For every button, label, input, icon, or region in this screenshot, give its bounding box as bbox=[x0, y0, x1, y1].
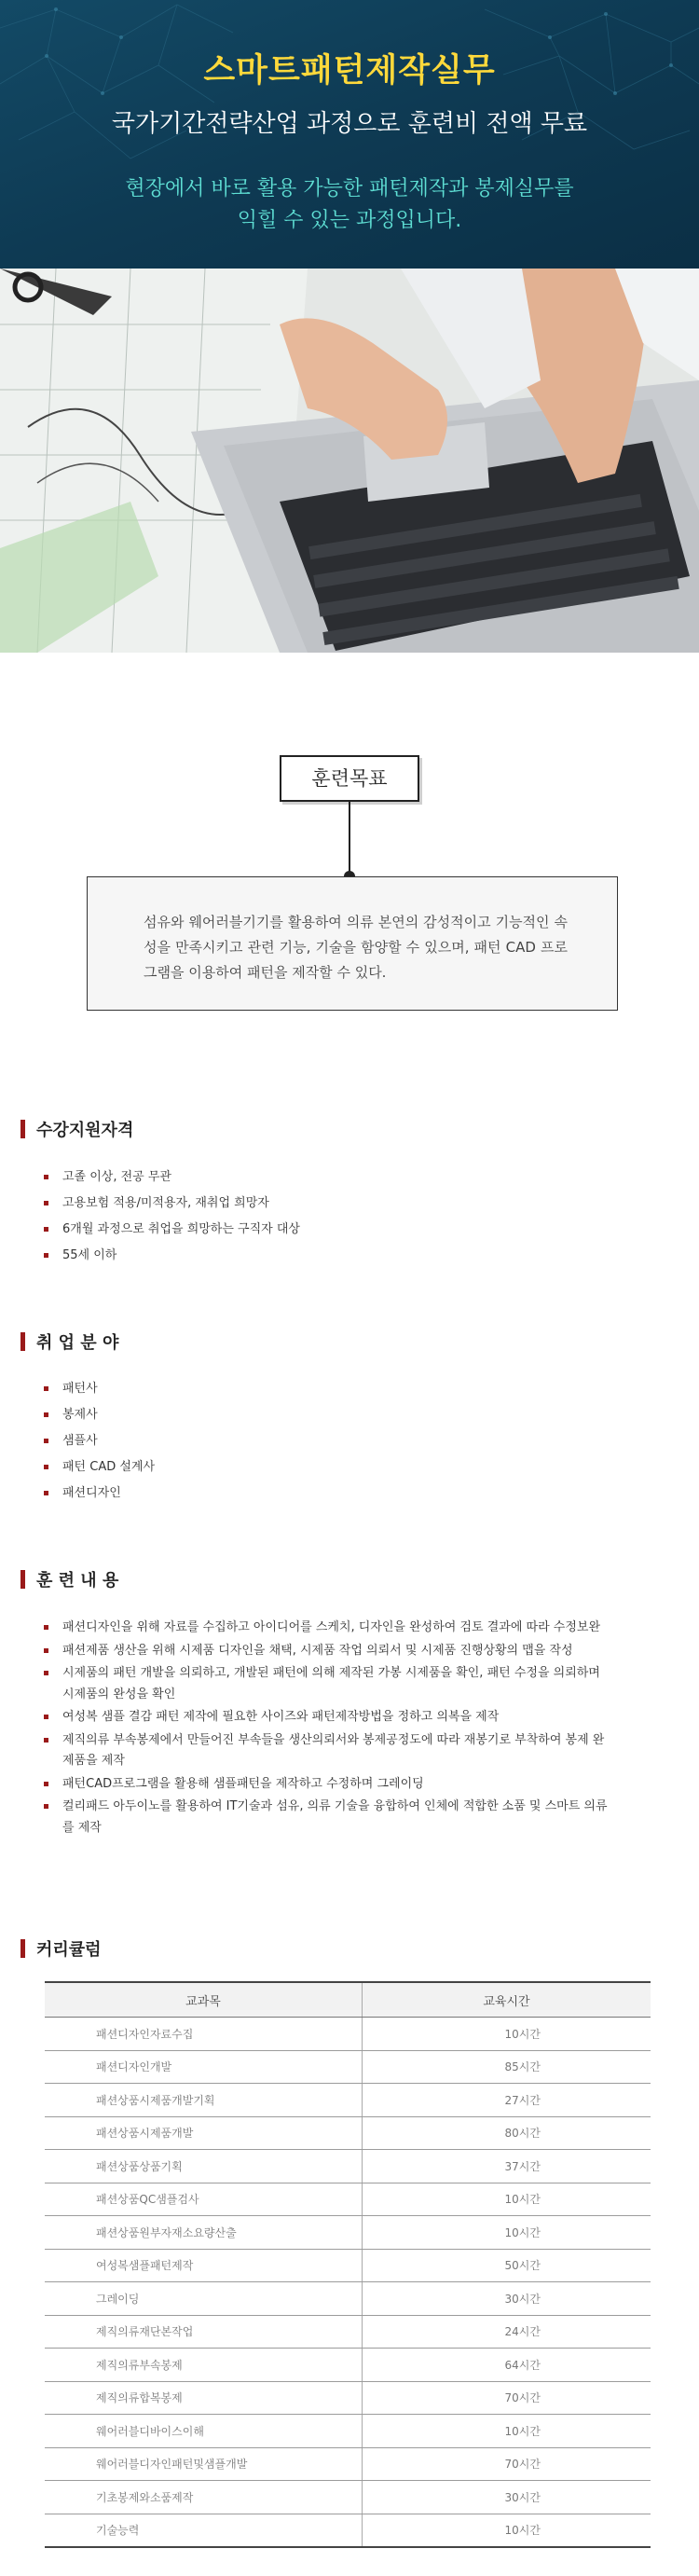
hero-description-line-2: 익힐 수 있는 과정입니다. bbox=[237, 209, 462, 232]
table-row bbox=[45, 2481, 651, 2514]
list-item: 패션제품 생산을 위해 시제품 디자인을 채택, 시제품 작업 의뢰서 및 시제품 진행상황의 맵을 작성 bbox=[42, 1641, 615, 1662]
table-row bbox=[45, 2216, 651, 2250]
hours-cell: 70시간 bbox=[363, 2381, 651, 2415]
hero-banner bbox=[0, 0, 699, 269]
eligibility-title: 수강지원자격 bbox=[36, 1121, 134, 1140]
column-header-hours: 교육시간 bbox=[363, 1982, 651, 2018]
curriculum-table bbox=[45, 1981, 651, 2548]
training-goal-box bbox=[87, 876, 618, 1011]
curriculum-table-body bbox=[45, 2018, 651, 2548]
laptop-illustration bbox=[0, 269, 699, 653]
training-goal-title: 훈련목표 bbox=[280, 755, 419, 802]
table-row bbox=[45, 2050, 651, 2084]
hours-cell: 50시간 bbox=[363, 2249, 651, 2282]
table-row bbox=[45, 2282, 651, 2316]
table-row bbox=[45, 2116, 651, 2150]
column-header-subject: 교과목 bbox=[45, 1982, 363, 2018]
hours-cell: 70시간 bbox=[363, 2447, 651, 2481]
hero-description-line-1: 현장에서 바로 활용 가능한 패턴제작과 봉제실무를 bbox=[125, 177, 574, 200]
training-title: 훈 련 내 용 bbox=[36, 1571, 119, 1591]
subject-cell: 패션디자인개발 bbox=[45, 2050, 363, 2084]
hours-cell: 10시간 bbox=[363, 2183, 651, 2216]
table-row bbox=[45, 2018, 651, 2051]
hours-cell: 37시간 bbox=[363, 2150, 651, 2183]
table-row bbox=[45, 2349, 651, 2382]
subject-cell: 그레이딩 bbox=[45, 2282, 363, 2316]
list-item: 55세 이하 bbox=[42, 1243, 615, 1269]
table-header-row bbox=[45, 1982, 651, 2018]
hours-cell: 30시간 bbox=[363, 2282, 651, 2316]
eligibility-heading bbox=[21, 1117, 133, 1141]
table-row bbox=[45, 2315, 651, 2349]
list-item: 6개월 과정으로 취업을 희망하는 구직자 대상 bbox=[42, 1217, 615, 1243]
subject-cell: 여성복샘플패턴제작 bbox=[45, 2249, 363, 2282]
training-heading bbox=[21, 1567, 118, 1591]
subject-cell: 패션상품시제품개발 bbox=[45, 2116, 363, 2150]
list-item: 여성복 샘플 결감 패턴 제작에 필요한 사이즈와 패턴제작방법을 정하고 의복을 제작 bbox=[42, 1707, 615, 1729]
table-row bbox=[45, 2514, 651, 2547]
list-item: 패턴CAD프로그램을 활용해 샘플패턴을 제작하고 수정하며 그레이딩 bbox=[42, 1774, 615, 1796]
hero-title: 스마트패턴제작실무 bbox=[203, 52, 496, 90]
subject-cell: 웨어러블디바이스이해 bbox=[45, 2415, 363, 2448]
section-marker bbox=[21, 1332, 25, 1351]
table-row bbox=[45, 2150, 651, 2183]
training-goal-text: 섬유와 웨어러블기기를 활용하여 의류 본연의 감성적이고 기능적인 속성을 만족시키고 관련 기능, 기술을 함양할 수 있으며, 패턴 CAD 프로그램을 이용하여 패턴을 제작할 수 있다. bbox=[144, 914, 568, 981]
hours-cell: 64시간 bbox=[363, 2349, 651, 2382]
subject-cell: 기술능력 bbox=[45, 2514, 363, 2547]
hours-cell: 30시간 bbox=[363, 2481, 651, 2514]
subject-cell: 제직의류부속봉제 bbox=[45, 2349, 363, 2382]
subject-cell: 제직의류합복봉제 bbox=[45, 2381, 363, 2415]
list-item: 시제품의 패턴 개발을 의뢰하고, 개발된 패턴에 의해 제작된 가봉 시제품을 확인, 패턴 수정을 의뢰하며 시제품의 완성을 확인 bbox=[42, 1663, 615, 1705]
subject-cell: 패션디자인자료수집 bbox=[45, 2018, 363, 2051]
list-item: 컬리패드 아두이노를 활용하여 IT기술과 섬유, 의류 기술을 융합하여 인체에 적합한 소품 및 스마트 의류를 제작 bbox=[42, 1797, 615, 1839]
subject-cell: 제직의류재단본작업 bbox=[45, 2315, 363, 2349]
training-list bbox=[42, 1618, 615, 1840]
table-row bbox=[45, 2249, 651, 2282]
hours-cell: 10시간 bbox=[363, 2216, 651, 2250]
jobs-title: 취 업 분 야 bbox=[36, 1333, 119, 1353]
hero-description bbox=[0, 173, 699, 237]
curriculum-title: 커리큘럼 bbox=[36, 1940, 102, 1960]
hours-cell: 10시간 bbox=[363, 2514, 651, 2547]
table-row bbox=[45, 2447, 651, 2481]
curriculum-heading bbox=[21, 1936, 102, 1961]
list-item: 샘플사 bbox=[42, 1428, 615, 1454]
table-row bbox=[45, 2381, 651, 2415]
section-marker bbox=[21, 1570, 25, 1589]
hero-subtitle: 국가기간전략산업 과정으로 훈련비 전액 무료 bbox=[111, 110, 588, 138]
table-row bbox=[45, 2183, 651, 2216]
hours-cell: 10시간 bbox=[363, 2415, 651, 2448]
table-row bbox=[45, 2084, 651, 2117]
list-item: 제직의류 부속봉제에서 만들어진 부속들을 생산의뢰서와 봉제공정도에 따라 재봉기로 부착하여 봉제 완제품을 제작 bbox=[42, 1730, 615, 1772]
hours-cell: 24시간 bbox=[363, 2315, 651, 2349]
hours-cell: 85시간 bbox=[363, 2050, 651, 2084]
list-item: 봉제사 bbox=[42, 1402, 615, 1428]
subject-cell: 웨어러블디자인패턴및샘플개발 bbox=[45, 2447, 363, 2481]
subject-cell: 기초봉제와소품제작 bbox=[45, 2481, 363, 2514]
list-item: 패턴사 bbox=[42, 1376, 615, 1402]
subject-cell: 패션상품원부자재소요량산출 bbox=[45, 2216, 363, 2250]
table-row bbox=[45, 2415, 651, 2448]
list-item: 고용보험 적용/미적용자, 재취업 희망자 bbox=[42, 1191, 615, 1217]
list-item: 패턴 CAD 설계사 bbox=[42, 1454, 615, 1481]
goal-connector-line bbox=[349, 802, 350, 876]
section-marker bbox=[21, 1120, 25, 1138]
hours-cell: 80시간 bbox=[363, 2116, 651, 2150]
eligibility-list bbox=[42, 1164, 615, 1269]
jobs-list bbox=[42, 1376, 615, 1507]
jobs-heading bbox=[21, 1329, 118, 1354]
subject-cell: 패션상품QC샘플검사 bbox=[45, 2183, 363, 2216]
subject-cell: 패션상품시제품개발기획 bbox=[45, 2084, 363, 2117]
section-marker bbox=[21, 1939, 25, 1958]
list-item: 패션디자인을 위해 자료를 수집하고 아이디어를 스케치, 디자인을 완성하여 검토 결과에 따라 수정보완 bbox=[42, 1618, 615, 1639]
list-item: 고졸 이상, 전공 무관 bbox=[42, 1164, 615, 1191]
hours-cell: 27시간 bbox=[363, 2084, 651, 2117]
laptop-photo bbox=[0, 269, 699, 653]
hours-cell: 10시간 bbox=[363, 2018, 651, 2051]
list-item: 패션디자인 bbox=[42, 1481, 615, 1507]
subject-cell: 패션상품상품기획 bbox=[45, 2150, 363, 2183]
